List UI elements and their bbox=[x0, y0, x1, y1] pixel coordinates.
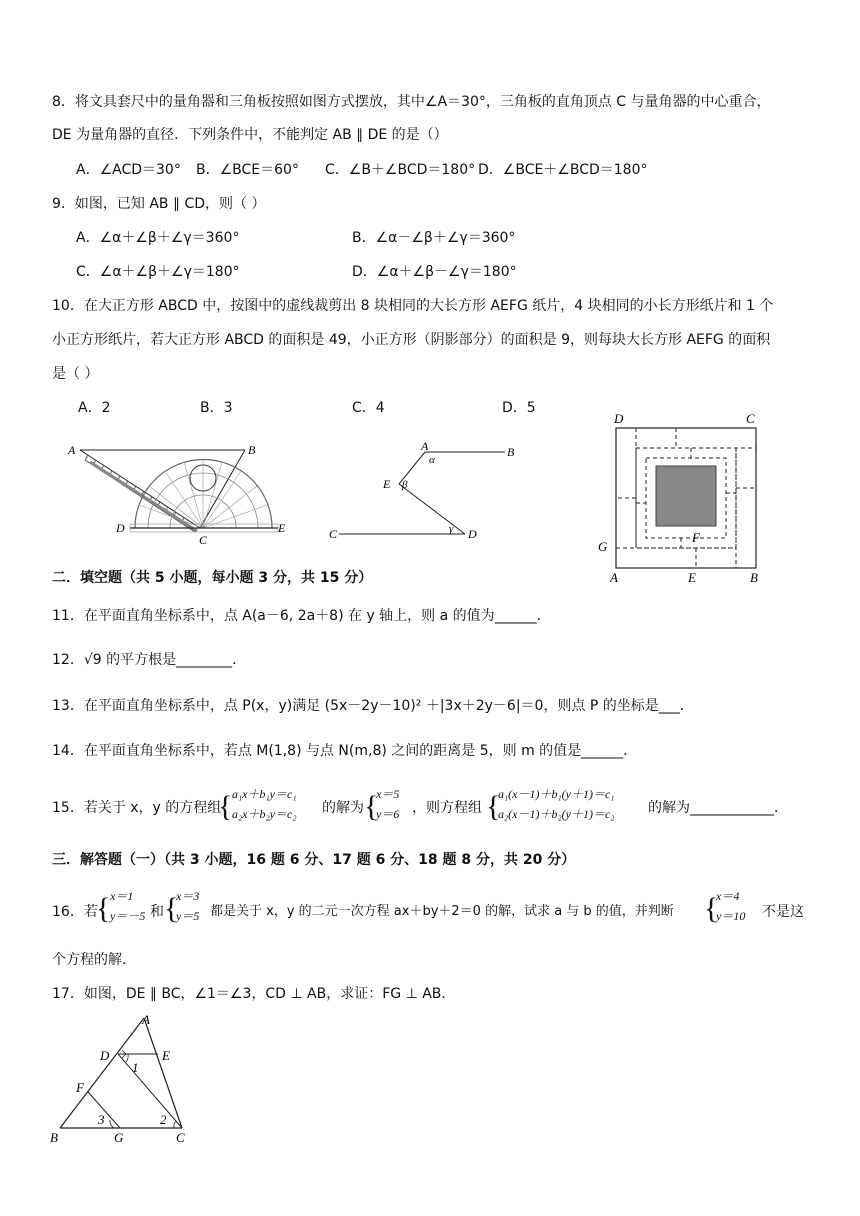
q9-option-c: C．∠α＋∠β＋∠γ＝180° bbox=[76, 264, 240, 280]
q16-brace-2: { bbox=[164, 892, 179, 925]
fig17-label-e: E bbox=[162, 1048, 170, 1063]
fig9-label-a: A bbox=[421, 439, 429, 453]
q10-line2: 小正方形纸片，若大正方形 ABCD 的面积是 49，小正方形（阴影部分）的面积是 9，则每块大长方形 AEFG 的面积 bbox=[52, 332, 771, 348]
q13-text: 13．在平面直角坐标系中，点 P(x，y)满足 (5x－2y－10)² ＋|3x＋2y－6|＝0，则点 P 的坐标是___． bbox=[52, 698, 694, 714]
fig9-label-alpha: α bbox=[429, 454, 435, 466]
fig10-label-d: D bbox=[614, 411, 624, 426]
q9-option-a: A．∠α＋∠β＋∠γ＝360° bbox=[76, 230, 240, 246]
q10-option-b: B．3 bbox=[200, 400, 233, 416]
q15-sys1-row1: a₁x＋b₁y＝c₁ bbox=[232, 787, 297, 801]
q16-and: 和 bbox=[150, 904, 164, 920]
fig8-label-e: E bbox=[278, 521, 286, 535]
fig17-label-2: 2 bbox=[160, 1112, 167, 1127]
q16-s3-row2: y＝10 bbox=[716, 909, 746, 923]
fig10-label-a: A bbox=[610, 570, 618, 585]
fig17-label-c: C bbox=[176, 1130, 185, 1145]
q10-line3: 是（ ） bbox=[52, 366, 99, 382]
q9-option-b: B．∠α－∠β＋∠γ＝360° bbox=[352, 230, 516, 246]
q9-line1: 9．如图，已知 AB ∥ CD，则（ ） bbox=[52, 196, 266, 212]
q15-brace-1: { bbox=[218, 790, 233, 823]
q15-mid1: 的解为 bbox=[322, 800, 364, 816]
q15-suffix: 的解为____________． bbox=[648, 800, 788, 816]
fig10-label-g: G bbox=[598, 539, 608, 554]
q16-prefix: 16．若 bbox=[52, 904, 98, 920]
q16-brace-1: { bbox=[96, 892, 111, 925]
q16-s1-row2: y＝－5 bbox=[110, 909, 146, 923]
q15-sol-row1: x＝5 bbox=[376, 787, 400, 801]
q16-line2: 个方程的解． bbox=[52, 952, 136, 968]
q15-brace-2: { bbox=[364, 790, 379, 823]
fig17-label-f: F bbox=[76, 1080, 84, 1095]
fig9-label-beta: β bbox=[402, 479, 408, 491]
q10-option-d: D．5 bbox=[502, 400, 536, 416]
q8-line2: DE 为量角器的直径．下列条件中，不能判定 AB ∥ DE 的是（） bbox=[52, 127, 448, 143]
q10-line1: 10．在大正方形 ABCD 中，按图中的虚线裁剪出 8 块相同的大长方形 AEFG 纸片，4 块相同的小长方形纸片和 1 个 bbox=[52, 298, 774, 314]
fig10-label-b: B bbox=[750, 570, 758, 585]
fig10-label-e: E bbox=[688, 570, 696, 585]
q16-s2-row2: y＝5 bbox=[176, 909, 200, 923]
fig9-label-b: B bbox=[507, 445, 515, 459]
q15-brace-3: { bbox=[486, 790, 501, 823]
fig8-label-c: C bbox=[199, 533, 208, 547]
q15-sys2-row1: a₁(x－1)＋b₁(y＋1)＝c₁ bbox=[498, 787, 615, 801]
fig17-label-g: G bbox=[114, 1130, 124, 1145]
section-3-heading: 三．解答题（一）（共 3 小题，16 题 6 分、17 题 6 分、18 题 8 分，共 20 分） bbox=[52, 852, 576, 868]
q8-option-c: C．∠B＋∠BCD＝180° bbox=[325, 162, 476, 178]
q16-s3-row1: x＝4 bbox=[716, 889, 740, 903]
fig17-label-b: B bbox=[50, 1130, 58, 1145]
figure-q8-protractor bbox=[60, 440, 300, 550]
q12-text: 12．√9 的平方根是________． bbox=[52, 652, 247, 668]
fig8-label-a: A bbox=[68, 443, 76, 457]
figure-q10-squares bbox=[596, 408, 776, 588]
figure-q17-triangle bbox=[48, 1010, 208, 1150]
section-2-heading: 二．填空题（共 5 小题，每小题 3 分，共 15 分） bbox=[52, 570, 373, 586]
fig9-label-gamma: γ bbox=[449, 523, 454, 535]
fig9-label-d: D bbox=[468, 527, 477, 541]
q15-sys1-row2: a₂x＋b₂y＝c₂ bbox=[232, 807, 297, 821]
q16-s1-row1: x＝1 bbox=[110, 889, 134, 903]
q10-option-a: A．2 bbox=[78, 400, 111, 416]
fig17-label-d: D bbox=[100, 1048, 110, 1063]
q16-brace-3: { bbox=[704, 892, 719, 925]
q8-option-b: B．∠BCE＝60° bbox=[196, 162, 299, 178]
fig8-label-b: B bbox=[248, 443, 256, 457]
q9-option-d: D．∠α＋∠β－∠γ＝180° bbox=[352, 264, 517, 280]
fig8-label-d: D bbox=[116, 521, 125, 535]
figure-q9-zigzag bbox=[325, 436, 525, 546]
q8-option-a: A．∠ACD＝30° bbox=[76, 162, 181, 178]
fig9-label-c: C bbox=[329, 527, 338, 541]
q17-text: 17．如图，DE ∥ BC，∠1＝∠3，CD ⊥ AB，求证：FG ⊥ AB． bbox=[52, 986, 456, 1002]
q16-mid: 都是关于 x，y 的二元一次方程 ax＋by＋2＝0 的解，试求 a 与 b 的值，并判断 bbox=[210, 904, 674, 919]
fig9-label-e: E bbox=[383, 477, 391, 491]
q15-sys2-row2: a₂(x－1)＋b₂(y＋1)＝c₂ bbox=[498, 807, 615, 821]
q16-s2-row1: x＝3 bbox=[176, 889, 200, 903]
q11-text: 11．在平面直角坐标系中，点 A(a－6, 2a＋8) 在 y 轴上，则 a 的值为______． bbox=[52, 608, 551, 624]
q10-option-c: C．4 bbox=[352, 400, 385, 416]
fig17-label-3: 3 bbox=[98, 1112, 105, 1127]
fig10-label-f: F bbox=[692, 530, 700, 545]
q14-text: 14．在平面直角坐标系中，若点 M(1,8) 与点 N(m,8) 之间的距离是 5，则 m 的值是______． bbox=[52, 743, 638, 759]
fig17-label-1: 1 bbox=[132, 1060, 139, 1075]
q16-suffix: 不是这 bbox=[762, 904, 804, 920]
q8-option-d: D．∠BCE＋∠BCD＝180° bbox=[478, 162, 648, 178]
q15-prefix: 15．若关于 x，y 的方程组 bbox=[52, 800, 222, 816]
q8-line1: 8．将文具套尺中的量角器和三角板按照如图方式摆放，其中∠A＝30°，三角板的直角顶点 C 与量角器的中心重合， bbox=[52, 94, 771, 110]
fig17-label-a: A bbox=[142, 1012, 150, 1027]
fig10-label-c: C bbox=[746, 411, 755, 426]
q15-sol-row2: y＝6 bbox=[376, 807, 400, 821]
q15-mid2: ，则方程组 bbox=[412, 800, 482, 816]
